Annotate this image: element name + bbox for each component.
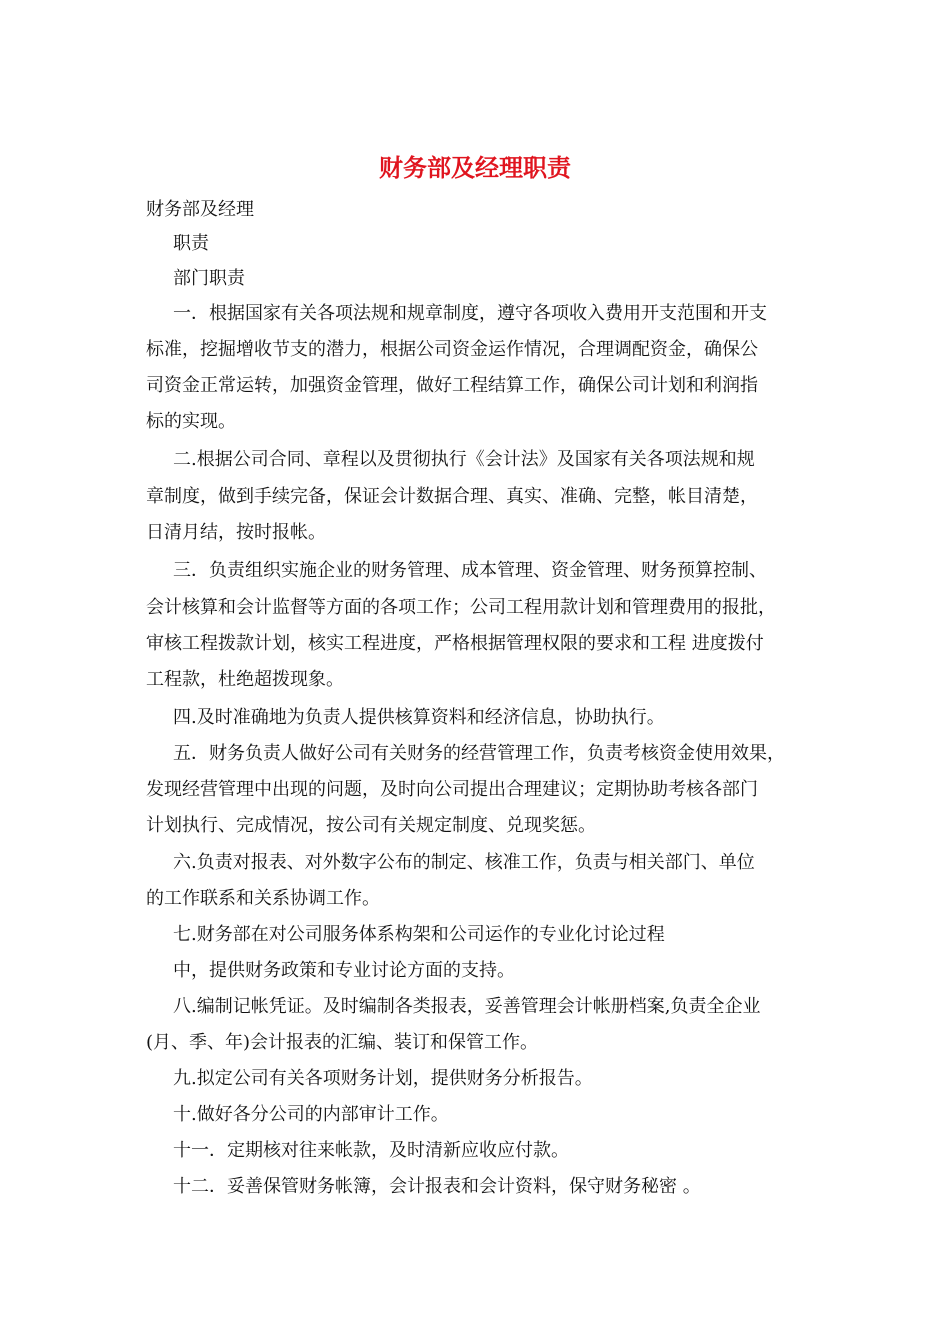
text-line: 七.财务部在对公司服务体系构架和公司运作的专业化讨论过程: [173, 924, 665, 945]
text-line: 一．根据国家有关各项法规和规章制度，遵守各项收入费用开支范围和开支: [173, 303, 767, 324]
text-line: 财务部及经理: [146, 199, 254, 220]
text-line: (月、季、年)会计报表的汇编、装订和保管工作。: [146, 1032, 539, 1053]
text-line: 三．负责组织实施企业的财务管理、成本管理、资金管理、财务预算控制、: [173, 560, 767, 581]
text-line: 部门职责: [173, 268, 245, 289]
text-line: 计划执行、完成情况，按公司有关规定制度、兑现奖惩。: [146, 815, 596, 836]
text-line: 十一．定期核对往来帐款，及时清新应收应付款。: [173, 1140, 569, 1161]
text-line: 二.根据公司合同、章程以及贯彻执行《会计法》及国家有关各项法规和规: [173, 449, 755, 470]
text-line: 职责: [173, 233, 209, 254]
text-line: 五．财务负责人做好公司有关财务的经营管理工作，负责考核资金使用效果，: [173, 743, 785, 764]
text-line: 工程款，杜绝超拨现象。: [146, 669, 344, 690]
text-line: 六.负责对报表、对外数字公布的制定、核准工作，负责与相关部门、单位: [173, 852, 755, 873]
text-line: 章制度，做到手续完备，保证会计数据合理、真实、准确、完整，帐目清楚，: [146, 486, 758, 507]
text-line: 中，提供财务政策和专业讨论方面的支持。: [173, 960, 515, 981]
text-line: 四.及时准确地为负责人提供核算资料和经济信息，协助执行。: [173, 707, 665, 728]
text-line: 八.编制记帐凭证。及时编制各类报表，妥善管理会计帐册档案,负责全企业: [173, 996, 761, 1017]
text-line: 会计核算和会计监督等方面的各项工作；公司工程用款计划和管理费用的报批，: [146, 597, 776, 618]
document-title: 财务部及经理职责: [379, 153, 571, 182]
text-line: 十.做好各分公司的内部审计工作。: [173, 1104, 449, 1125]
text-line: 日清月结，按时报帐。: [146, 522, 326, 543]
text-line: 九.拟定公司有关各项财务计划，提供财务分析报告。: [173, 1068, 593, 1089]
text-line: 十二．妥善保管财务帐簿，会计报表和会计资料，保守财务秘密 。: [173, 1176, 701, 1197]
text-line: 标准，挖掘增收节支的潜力，根据公司资金运作情况，合理调配资金，确保公: [146, 339, 758, 360]
text-line: 发现经营管理中出现的问题，及时向公司提出合理建议；定期协助考核各部门: [146, 779, 758, 800]
text-line: 司资金正常运转，加强资金管理，做好工程结算工作，确保公司计划和利润指: [146, 375, 758, 396]
text-line: 审核工程拨款计划，核实工程进度，严格根据管理权限的要求和工程 进度拨付: [146, 633, 764, 654]
text-line: 的工作联系和关系协调工作。: [146, 888, 380, 909]
text-line: 标的实现。: [146, 411, 236, 432]
